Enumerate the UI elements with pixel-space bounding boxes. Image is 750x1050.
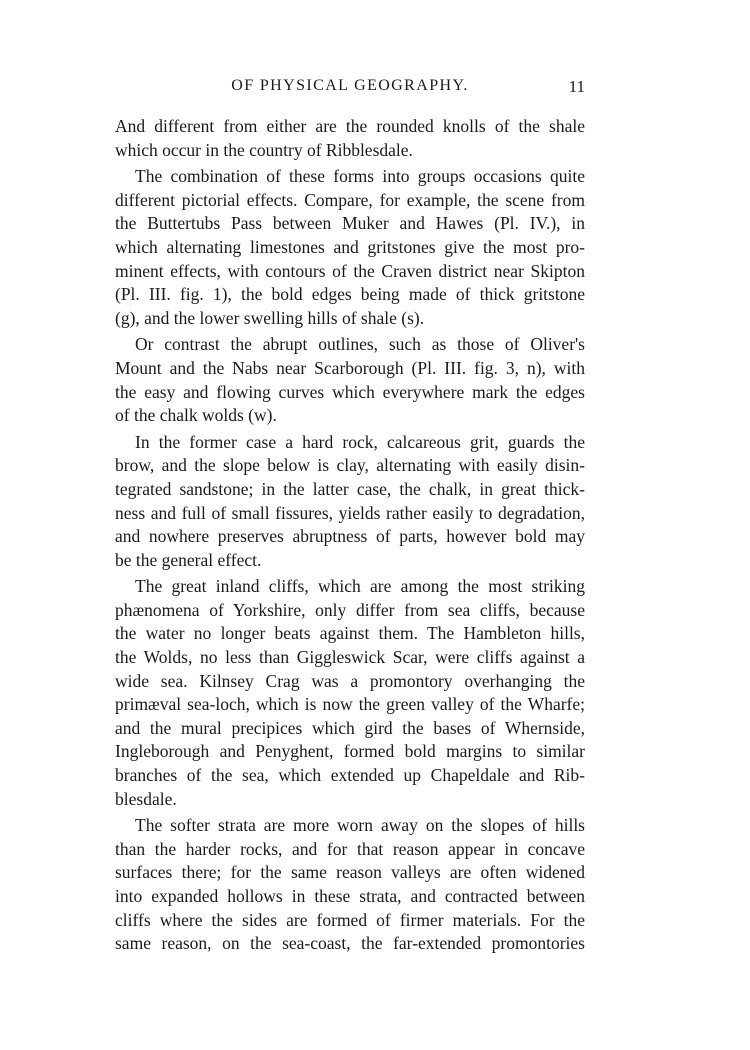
running-title: OF PHYSICAL GEOGRAPHY.: [231, 77, 469, 94]
paragraph-1: [115, 115, 585, 162]
paragraph-3: [115, 333, 585, 427]
page-number: 11: [568, 77, 585, 96]
text-line: branches of the sea, which extended up Chapeldale and Rib-: [115, 765, 585, 786]
paragraph-5: [115, 575, 585, 811]
text-line: wide sea. Kilnsey Crag was a promontory overhanging the: [115, 670, 585, 691]
text-line: brow, and the slope below is clay, alternating with easily disin-: [115, 455, 585, 476]
text-line: The great inland cliffs, which are among the most striking: [135, 576, 585, 597]
text-line: into expanded hollows in these strata, and contracted between: [115, 886, 585, 906]
text-line: the Buttertubs Pass between Muker and Hawes (Pl. IV.), in: [115, 213, 585, 234]
paragraph-2: [115, 165, 585, 330]
text-line: The combination of these forms into groups occasions quite: [135, 166, 585, 187]
text-line: same reason, on the sea-coast, the far-extended promontories: [115, 933, 585, 954]
text-line: minent effects, with contours of the Craven district near Skipton: [115, 260, 585, 281]
text-line: which occur in the country of Ribblesdale.: [115, 139, 413, 160]
paragraph-4: [115, 431, 585, 573]
text-line: the easy and flowing curves which everywhere mark the edges: [115, 381, 585, 402]
text-line: be the general effect.: [115, 549, 262, 570]
text-line: primæval sea-loch, which is now the green valley of the Wharfe;: [115, 694, 585, 715]
text-line: and nowhere preserves abruptness of parts, however bold may: [115, 526, 585, 547]
text-line: surfaces there; for the same reason valleys are often widened: [115, 862, 585, 883]
text-line: phænomena of Yorkshire, only differ from sea cliffs, because: [115, 599, 585, 620]
text-line: the Wolds, no less than Giggleswick Scar, were cliffs against a: [115, 647, 585, 668]
text-line: And different from either are the rounded knolls of the shale: [115, 116, 585, 136]
text-line: The softer strata are more worn away on the slopes of hills: [135, 815, 585, 836]
text-line: Mount and the Nabs near Scarborough (Pl. III. fig. 3, n), with: [115, 357, 585, 378]
text-line: Or contrast the abrupt outlines, such as those of Oliver's: [135, 334, 585, 355]
text-line: Ingleborough and Penyghent, formed bold margins to similar: [115, 741, 585, 762]
text-line: tegrated sandstone; in the latter case, the chalk, in great thick-: [115, 478, 585, 499]
text-line: In the former case a hard rock, calcareous grit, guards the: [135, 431, 585, 452]
text-line: blesdale.: [115, 788, 177, 809]
running-head: [115, 77, 585, 103]
text-line: than the harder rocks, and for that reason appear in concave: [115, 838, 585, 859]
text-line: different pictorial effects. Compare, for example, the scene from: [115, 189, 585, 210]
text-line: (Pl. III. fig. 1), the bold edges being made of thick gritstone: [115, 284, 585, 305]
text-line: which alternating limestones and gritstones give the most pro-: [115, 236, 585, 257]
text-line: ness and full of small fissures, yields rather easily to degradation,: [115, 502, 585, 523]
body-text: [115, 115, 585, 956]
paragraph-6: [115, 814, 585, 956]
text-line: and the mural precipices which gird the bases of Whernside,: [115, 717, 585, 738]
text-line: cliffs where the sides are formed of firmer materials. For the: [115, 909, 585, 930]
text-line: the water no longer beats against them. The Hambleton hills,: [115, 623, 585, 644]
text-line: of the chalk wolds (w).: [115, 405, 277, 426]
text-line: (g), and the lower swelling hills of shale (s).: [115, 307, 425, 328]
